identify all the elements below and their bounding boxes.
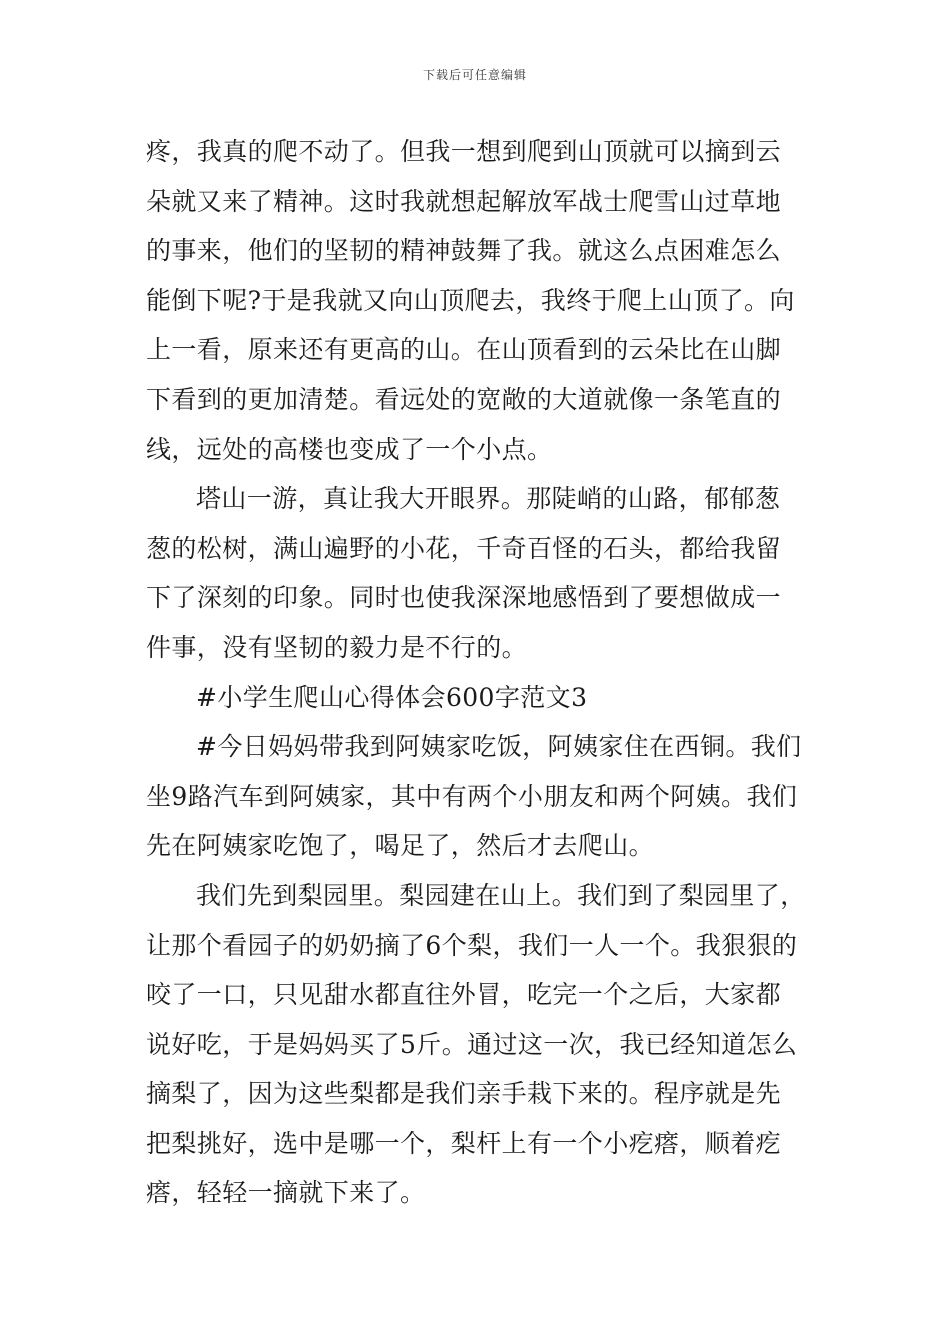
text-line: 疼，我真的爬不动了。但我一想到爬到山顶就可以摘到云 [146,137,782,166]
text-line: 下看到的更加清楚。看远处的宽敞的大道就像一条笔直的 [146,384,782,414]
page-header: 下载后可任意编辑 [422,68,527,82]
text-line: 先在阿姨家吃饱了，喝足了，然后才去爬山。 [146,831,655,861]
document-body [146,127,811,1218]
text-line: 朵就又来了精神。这时我就想起解放军战士爬雪山过草地 [146,186,782,216]
text-line: 让那个看园子的奶奶摘了6个梨，我们一人一个。我狠狠的 [146,930,798,960]
text-line: 线，远处的高楼也变成了一个小点。 [146,434,553,464]
text-line: 塔山一游，真让我大开眼界。那陡峭的山路，郁郁葱 [196,484,781,514]
section-heading: #小学生爬山心得体会600字范文3 [196,682,588,712]
text-line: 摘梨了，因为这些梨都是我们亲手栽下来的。程序就是先 [146,1079,782,1109]
text-line: 上一看，原来还有更高的山。在山顶看到的云朵比在山脚 [146,335,782,365]
text-line: 坐9路汽车到阿姨家，其中有两个小朋友和两个阿姨。我们 [146,781,798,811]
text-line: 说好吃，于是妈妈买了5斤。通过这一次，我已经知道怎么 [146,1029,798,1059]
text-line: 我们先到梨园里。梨园建在山上。我们到了梨园里了， [196,880,806,910]
text-line: 下了深刻的印象。同时也使我深深地感悟到了要想做成一 [146,583,782,613]
text-line: #今日妈妈带我到阿姨家吃饭，阿姨家住在西铜。我们 [196,732,802,762]
text-line: 瘩，轻轻一摘就下来了。 [146,1178,426,1208]
text-line: 的事来，他们的坚韧的精神鼓舞了我。就这么点困难怎么 [146,236,782,266]
text-line: 件事，没有坚韧的毅力是不行的。 [146,632,528,662]
text-line: 咬了一口，只见甜水都直往外冒，吃完一个之后，大家都 [146,980,782,1010]
text-line: 把梨挑好，选中是哪一个，梨杆上有一个小疙瘩，顺着疙 [146,1128,782,1158]
text-line: 葱的松树，满山遍野的小花，千奇百怪的石头，都给我留 [146,533,782,563]
text-line: 能倒下呢?于是我就又向山顶爬去，我终于爬上山顶了。向 [146,285,795,315]
